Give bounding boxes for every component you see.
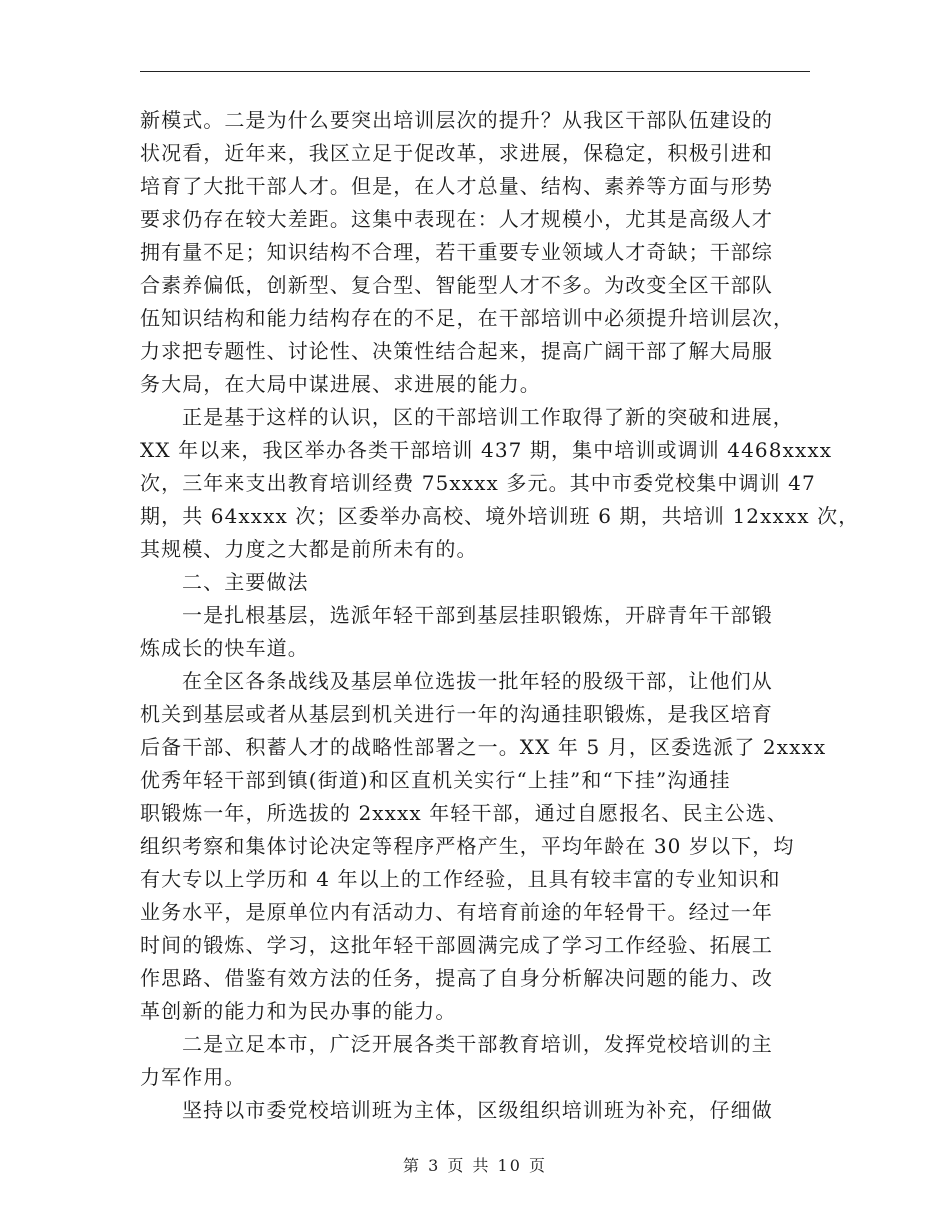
page-footer: 第 3 页 共 10 页 [403,1156,547,1175]
text-line: 其规模、力度之大都是前所未有的。 [140,537,478,561]
text-line: 坚持以市委党校培训班为主体，区级组织培训班为补充，仔细做 [182,1098,773,1122]
text-line: 机关到基层或者从基层到机关进行一年的沟通挂职锻炼，是我区培育 [140,702,773,726]
text-line: 拥有量不足；知识结构不合理，若干重要专业领域人才奇缺；干部综 [140,240,773,264]
text-line: 合素养偏低，创新型、复合型、智能型人才不多。为改变全区干部队 [140,273,773,297]
text-line: 力求把专题性、讨论性、决策性结合起来，提高广阔干部了解大局服 [140,339,773,363]
text-line: 作思路、借鉴有效方法的任务，提高了自身分析解决问题的能力、改 [140,966,773,990]
text-line: 炼成长的快车道。 [140,636,309,660]
text-line: 业务水平，是原单位内有活动力、有培育前途的年轻骨干。经过一年 [140,900,773,924]
header-divider [140,71,810,72]
text-line: 力军作用。 [140,1065,246,1089]
text-line: 期，共 64xxxx 次；区委举办高校、境外培训班 6 期，共培训 12xxxx 次， [140,504,860,528]
text-line: 伍知识结构和能力结构存在的不足，在干部培训中必须提升培训层次， [140,306,795,330]
text-line: 务大局，在大局中谋进展、求进展的能力。 [140,372,541,396]
text-line: XX 年以来，我区举办各类干部培训 437 期，集中培训或调训 4468xxxx [140,438,833,462]
text-line: 正是基于这样的认识，区的干部培训工作取得了新的突破和进展， [182,405,794,429]
text-line: 要求仍存在较大差距。这集中表现在：人才规模小，尤其是高级人才 [140,207,773,231]
text-line: 优秀年轻干部到镇(街道)和区直机关实行“上挂”和“下挂”沟通挂 [140,768,731,792]
text-line: 在全区各条战线及基层单位选拔一批年轻的股级干部，让他们从 [182,669,773,693]
text-line: 职锻炼一年，所选拔的 2xxxx 年轻干部，通过自愿报名、民主公选、 [140,801,788,825]
text-line: 革创新的能力和为民办事的能力。 [140,999,457,1023]
text-line: 状况看，近年来，我区立足于促改革，求进展，保稳定，积极引进和 [140,141,773,165]
text-line: 二、主要做法 [182,570,309,594]
text-line: 组织考察和集体讨论决定等程序严格产生，平均年龄在 30 岁以下，均 [140,834,795,858]
text-line: 时间的锻炼、学习，这批年轻干部圆满完成了学习工作经验、拓展工 [140,933,773,957]
text-line: 有大专以上学历和 4 年以上的工作经验，且具有较丰富的专业知识和 [140,867,781,891]
text-line: 后备干部、积蓄人才的战略性部署之一。XX 年 5 月，区委选派了 2xxxx [140,735,827,759]
body-text [140,104,860,1127]
text-line: 新模式。二是为什么要突出培训层次的提升？从我区干部队伍建设的 [140,108,773,132]
text-line: 培育了大批干部人才。但是，在人才总量、结构、素养等方面与形势 [140,174,773,198]
text-line: 次，三年来支出教育培训经费 75xxxx 多元。其中市委党校集中调训 47 [140,471,816,495]
text-line: 二是立足本市，广泛开展各类干部教育培训，发挥党校培训的主 [182,1032,773,1056]
text-line: 一是扎根基层，选派年轻干部到基层挂职锻炼，开辟青年干部锻 [182,603,773,627]
